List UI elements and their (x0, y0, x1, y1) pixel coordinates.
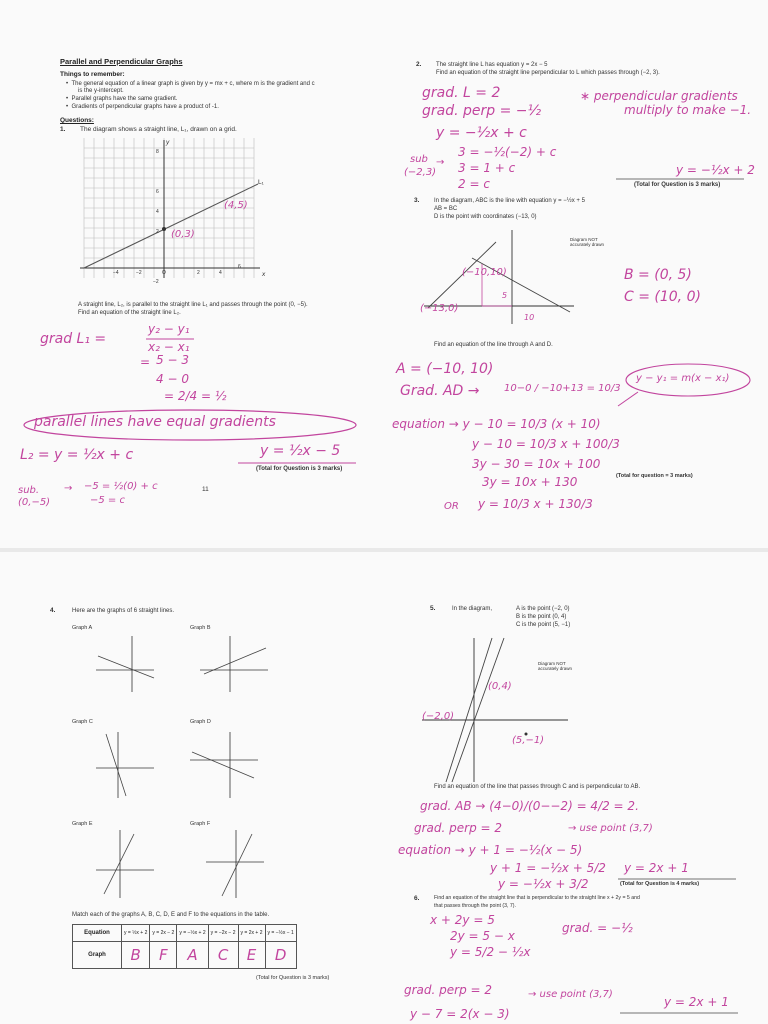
hw-c: C = (10, 0) (624, 289, 701, 305)
y-tick: −2 (153, 279, 159, 285)
point-0-3 (162, 227, 166, 231)
line-l1 (84, 184, 258, 268)
y-tick: 4 (156, 209, 159, 215)
x-tick: 2 (197, 270, 200, 276)
hw-sub-label: sub. (18, 485, 40, 496)
x-tick: 4 (219, 270, 222, 276)
hw-s3: 2 = c (458, 177, 490, 191)
hw-answer-line (616, 178, 746, 181)
graph-label-e: Graph E (72, 821, 93, 827)
hw-formula-box: y − y₁ = m(x − x₁) (636, 373, 730, 384)
graph-label-c: Graph C (72, 719, 93, 725)
hw-a: A = (−10, 10) (396, 361, 494, 377)
hw-answer-underline (238, 461, 358, 465)
hw-sub-top: 5 − 3 (156, 353, 189, 367)
page-title: Parallel and Perpendicular Graphs (60, 57, 183, 66)
bullet-1: • The general equation of a linear graph is given by y = mx + c, where m is the gradient and c (66, 81, 315, 87)
hw-point-d: (−13,0) (420, 303, 459, 314)
graph-d (190, 730, 260, 800)
page-number: 11 (202, 486, 209, 493)
hw-q6-bottom-eq: y − 7 = 2(x − 3) (410, 1007, 510, 1021)
y-tick: 6 (156, 189, 159, 195)
answer-cell[interactable]: B (122, 942, 150, 969)
q3-total: (Total for question = 3 marks) (616, 473, 693, 479)
answer-cell[interactable]: A (177, 942, 208, 969)
graph-label-d: Graph D (190, 719, 211, 725)
q1-part-text-1: A straight line, L₂, is parallel to the straight line L₁ and passes through the point (0, −5). (78, 302, 308, 308)
hw-sub-eq1: −5 = ½(0) + c (84, 481, 158, 492)
graph-label-b: Graph B (190, 625, 211, 631)
hw-q6-answer: y = 2x + 1 (664, 995, 729, 1009)
diagram-note: Diagram NOT accurately drawn (538, 661, 573, 671)
hw-eq-form: y = −½x + c (436, 125, 527, 141)
q3-text-2: AB = BC (434, 206, 458, 212)
graph-b (200, 634, 270, 694)
hw-eq-2: y + 1 = −½x + 5/2 (490, 861, 606, 875)
q6-text-1: Find an equation of the straight line that is perpendicular to the straight line x + 2y = 5 and (434, 895, 640, 901)
hw-point-4-5: (4,5) (224, 200, 248, 211)
hw-arrow: → (64, 483, 73, 494)
hw-eq-5: y = 10/3 x + 130/3 (478, 497, 593, 511)
hw-answer: y = −½x + 2 (676, 163, 755, 177)
table-eq-cell: y = ½x + 2 (122, 925, 150, 942)
diagram-note: Diagram NOT accurately drawn (570, 237, 605, 247)
q5-intro: In the diagram, (452, 606, 493, 612)
hw-l2-answer: y = ½x − 5 (260, 443, 341, 459)
q4-match-table (72, 924, 297, 969)
q4-total: (Total for Question is 3 marks) (256, 975, 330, 981)
hw-sub-bottom: 4 − 0 (156, 372, 189, 386)
hw-note-1: ∗ perpendicular gradients (580, 89, 738, 103)
worksheet-page-4 (384, 552, 768, 1024)
hw-formula-bottom: x₂ − x₁ (148, 340, 190, 354)
q2-text-2: Find an equation of the straight line perpendicular to L which passes through (−2, 3). (436, 70, 660, 76)
q1-grid-graph (80, 138, 270, 288)
q1-part-text-2: Find an equation of the straight line L₂. (78, 310, 181, 316)
hw-sub-eq2: −5 = c (90, 495, 125, 506)
hw-eq-2: y − 10 = 10/3 x + 100/3 (472, 437, 620, 451)
q3-text-3: D is the point with coordinates (−13, 0) (434, 214, 537, 220)
graph-a (96, 634, 156, 694)
q5-total: (Total for Question is 4 marks) (620, 881, 700, 887)
x-tick: 6 (238, 264, 241, 270)
table-eq-cell: y = −½x + 2 (177, 925, 208, 942)
q5-a: A is the point (−2, 0) (516, 606, 570, 612)
graph-label-a: Graph A (72, 625, 93, 631)
q5-diagram (422, 634, 572, 784)
hw-diag-10: 10 (524, 313, 535, 322)
q2-total: (Total for Question is 3 marks) (634, 182, 721, 188)
hw-use-point: → use point (3,7) (568, 823, 653, 834)
hw-eq-3: 3y − 30 = 10x + 100 (472, 457, 601, 471)
q4-text: Here are the graphs of 6 straight lines. (72, 608, 175, 614)
x-tick: −4 (113, 270, 119, 276)
questions-heading: Questions: (60, 117, 94, 124)
bullet-1-cont: is the y-intercept. (78, 88, 124, 94)
hw-grad-ad-frac: 10−0 / −10+13 = 10/3 (504, 383, 621, 394)
answer-cell[interactable]: C (208, 942, 238, 969)
hw-grad-l: grad. L = 2 (422, 85, 501, 101)
hw-b-point: (0,4) (488, 681, 512, 692)
table-eq-header: Equation (73, 925, 122, 942)
table-graph-header: Graph (73, 942, 122, 969)
hw-sub: sub (410, 154, 428, 165)
table-row (73, 942, 297, 969)
graph-c (96, 730, 156, 800)
hw-grad-line: grad L₁ = (40, 331, 107, 347)
hw-l2-equation: L₂ = y = ½x + c (20, 447, 134, 463)
hw-q6-grad-perp: grad. perp = 2 (404, 983, 493, 997)
hw-eq-1: equation → y − 10 = 10/3 (x + 10) (392, 417, 601, 431)
hw-q6-l1: x + 2y = 5 (430, 913, 495, 927)
worksheet-page-2 (384, 0, 768, 548)
hw-diag-5: 5 (502, 291, 508, 300)
q6-number: 6. (414, 895, 420, 902)
hw-grad-ab: grad. AB → (4−0)/(0−−2) = 4/2 = 2. (420, 799, 639, 813)
things-heading: Things to remember: (60, 71, 125, 78)
hw-answer-q5: y = 2x + 1 (624, 861, 689, 875)
q2-text-1: The straight line L has equation y = 2x − 5 (436, 62, 548, 68)
hw-equals: = (140, 355, 151, 369)
hw-q6-answer-line (620, 1012, 740, 1015)
hw-q6-l3: y = 5/2 − ½x (450, 945, 531, 959)
x-tick: −2 (136, 270, 142, 276)
q5-c: C is the point (5, −1) (516, 622, 571, 628)
hw-s1: 3 = −½(−2) + c (458, 145, 557, 159)
q3-find: Find an equation of the line through A and D. (434, 342, 553, 348)
answer-cell[interactable]: D (265, 942, 296, 969)
worksheet-page-3 (0, 552, 384, 1024)
q1-text: The diagram shows a straight line, L₁, drawn on a grid. (80, 126, 237, 133)
hw-eq-1: equation → y + 1 = −½(x − 5) (398, 843, 583, 857)
hw-arrow: → (436, 157, 445, 168)
hw-result: = 2/4 = ½ (164, 389, 227, 403)
hw-grad-perp: grad. perp = −½ (422, 103, 542, 119)
table-eq-cell: y = 2x − 2 (150, 925, 177, 942)
hw-grad-ad: Grad. AD → (400, 383, 480, 399)
q2-number: 2. (416, 61, 422, 68)
x-tick: O (162, 270, 166, 276)
bullet-3: • Gradients of perpendicular graphs have a product of -1. (66, 104, 219, 110)
table-eq-cell: y = −2x − 2 (208, 925, 238, 942)
table-eq-cell: y = 2x + 2 (238, 925, 265, 942)
worksheet-page-1 (0, 0, 384, 548)
q1-number: 1. (60, 126, 66, 133)
hw-sub-point: (−2,3) (404, 167, 437, 178)
hw-grad-perp: grad. perp = 2 (414, 821, 503, 835)
graph-label-f: Graph F (190, 821, 211, 827)
hw-sub-point: (0,−5) (18, 497, 51, 508)
q3-number: 3. (414, 197, 420, 204)
hw-eq-3: y = −½x + 3/2 (498, 877, 589, 891)
q1-total: (Total for Question is 3 marks) (256, 466, 343, 472)
hw-formula-top: y₂ − y₁ (148, 322, 190, 336)
y-axis-label: y (166, 139, 170, 146)
answer-cell[interactable]: F (150, 942, 177, 969)
x-axis-label: x (262, 271, 266, 278)
table-row (73, 925, 297, 942)
hw-note-2: multiply to make −1. (624, 103, 752, 117)
hw-s2: 3 = 1 + c (458, 161, 516, 175)
hw-or: OR (444, 501, 459, 512)
graph-f (206, 828, 266, 900)
y-tick: 2 (156, 229, 159, 235)
bullet-2: • Parallel graphs have the same gradient. (66, 96, 178, 102)
q3-text-1: In the diagram, ABC is the line with equation y = −½x + 5 (434, 198, 585, 204)
y-tick: 8 (156, 149, 159, 155)
hw-q6-l2: 2y = 5 − x (450, 929, 515, 943)
answer-cell[interactable]: E (238, 942, 265, 969)
hw-c-point: (5,−1) (512, 735, 545, 746)
hw-b: B = (0, 5) (624, 267, 692, 283)
table-eq-cell: y = −½x − 1 (265, 925, 296, 942)
hw-q6-use-point: → use point (3,7) (528, 989, 613, 1000)
q5-number: 5. (430, 605, 436, 612)
hw-a-point: (−2,0) (422, 711, 455, 722)
hw-point-0-3: (0,3) (171, 229, 195, 240)
q5-b: B is the point (0, 4) (516, 614, 567, 620)
hw-parallel-note: parallel lines have equal gradients (34, 414, 276, 430)
q6-text-2: that passes through the point (3, 7). (434, 903, 516, 909)
q4-number: 4. (50, 607, 56, 614)
q4-match-text: Match each of the graphs A, B, C, D, E and F to the equations in the table. (72, 912, 270, 918)
hw-q6-grad: grad. = −½ (562, 921, 633, 935)
q5-find: Find an equation of the line that passes through C and is perpendicular to AB. (434, 784, 641, 790)
graph-e (96, 828, 156, 900)
line-label-l1: L₁ (258, 179, 264, 186)
hw-point-a: (−10,10) (462, 267, 507, 278)
hw-eq-4: 3y = 10x + 130 (482, 475, 578, 489)
